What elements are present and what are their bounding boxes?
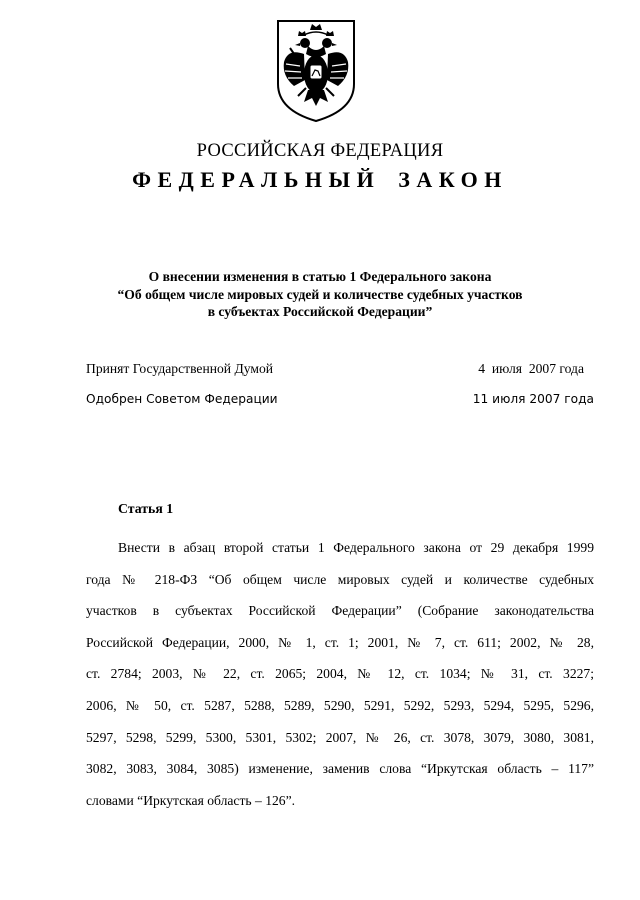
article-body-line: Российской Федерации, 2000, № 1, ст. 1; 2001, № 7, ст. 611; 2002, № 28, [86,634,594,650]
article-body-line: ст. 2784; 2003, № 22, ст. 2065; 2004, № 12, ст. 1034; № 31, ст. 3227; [86,666,594,682]
article-body-line: года № 218-ФЗ “Об общем числе мировых судей и количестве судебных [86,571,594,587]
law-title-line: “Об общем числе мировых судей и количестве судебных участков [117,286,523,302]
council-approval-label: Одобрен Советом Федерации [86,392,278,406]
article-body-line: словами “Иркутская область – 126”. [86,792,296,808]
duma-adoption-row [86,360,594,378]
law-title [0,268,640,321]
duma-adoption-label: Принят Государственной Думой [86,361,274,376]
article-body-line: 3082, 3083, 3084, 3085) изменение, заменив слова “Иркутская область – 117” [86,761,594,777]
law-title-line: О внесении изменения в статью 1 Федерального закона [148,269,492,284]
document-type-word-1: ФЕДЕРАЛЬНЫЙ [132,167,381,192]
coat-of-arms-icon [274,18,358,124]
article-heading: Статья 1 [118,501,174,516]
article-body-line: 2006, № 50, ст. 5287, 5288, 5289, 5290, 5291, 5292, 5293, 5294, 5295, 5296, [86,697,594,713]
article-body [86,532,594,816]
article-body-line: участков в субъектах Российской Федерации” (Собрание законодательства [86,603,594,619]
document-type-heading [0,165,640,195]
document-type-word-2: ЗАКОН [398,167,508,192]
law-title-line: в субъектах Российской Федерации” [207,304,433,319]
council-approval-date: 11 июля 2007 года [472,392,594,406]
country-name: РОССИЙСКАЯ ФЕДЕРАЦИЯ [196,141,444,161]
article-body-line: 5297, 5298, 5299, 5300, 5301, 5302; 2007, № 26, ст. 3078, 3079, 3080, 3081, [86,729,594,745]
duma-adoption-date: 4 июля 2007 года [478,361,584,376]
council-approval-row [86,390,594,408]
article-body-line: Внести в абзац второй статьи 1 Федерального закона от 29 декабря 1999 [118,540,594,555]
